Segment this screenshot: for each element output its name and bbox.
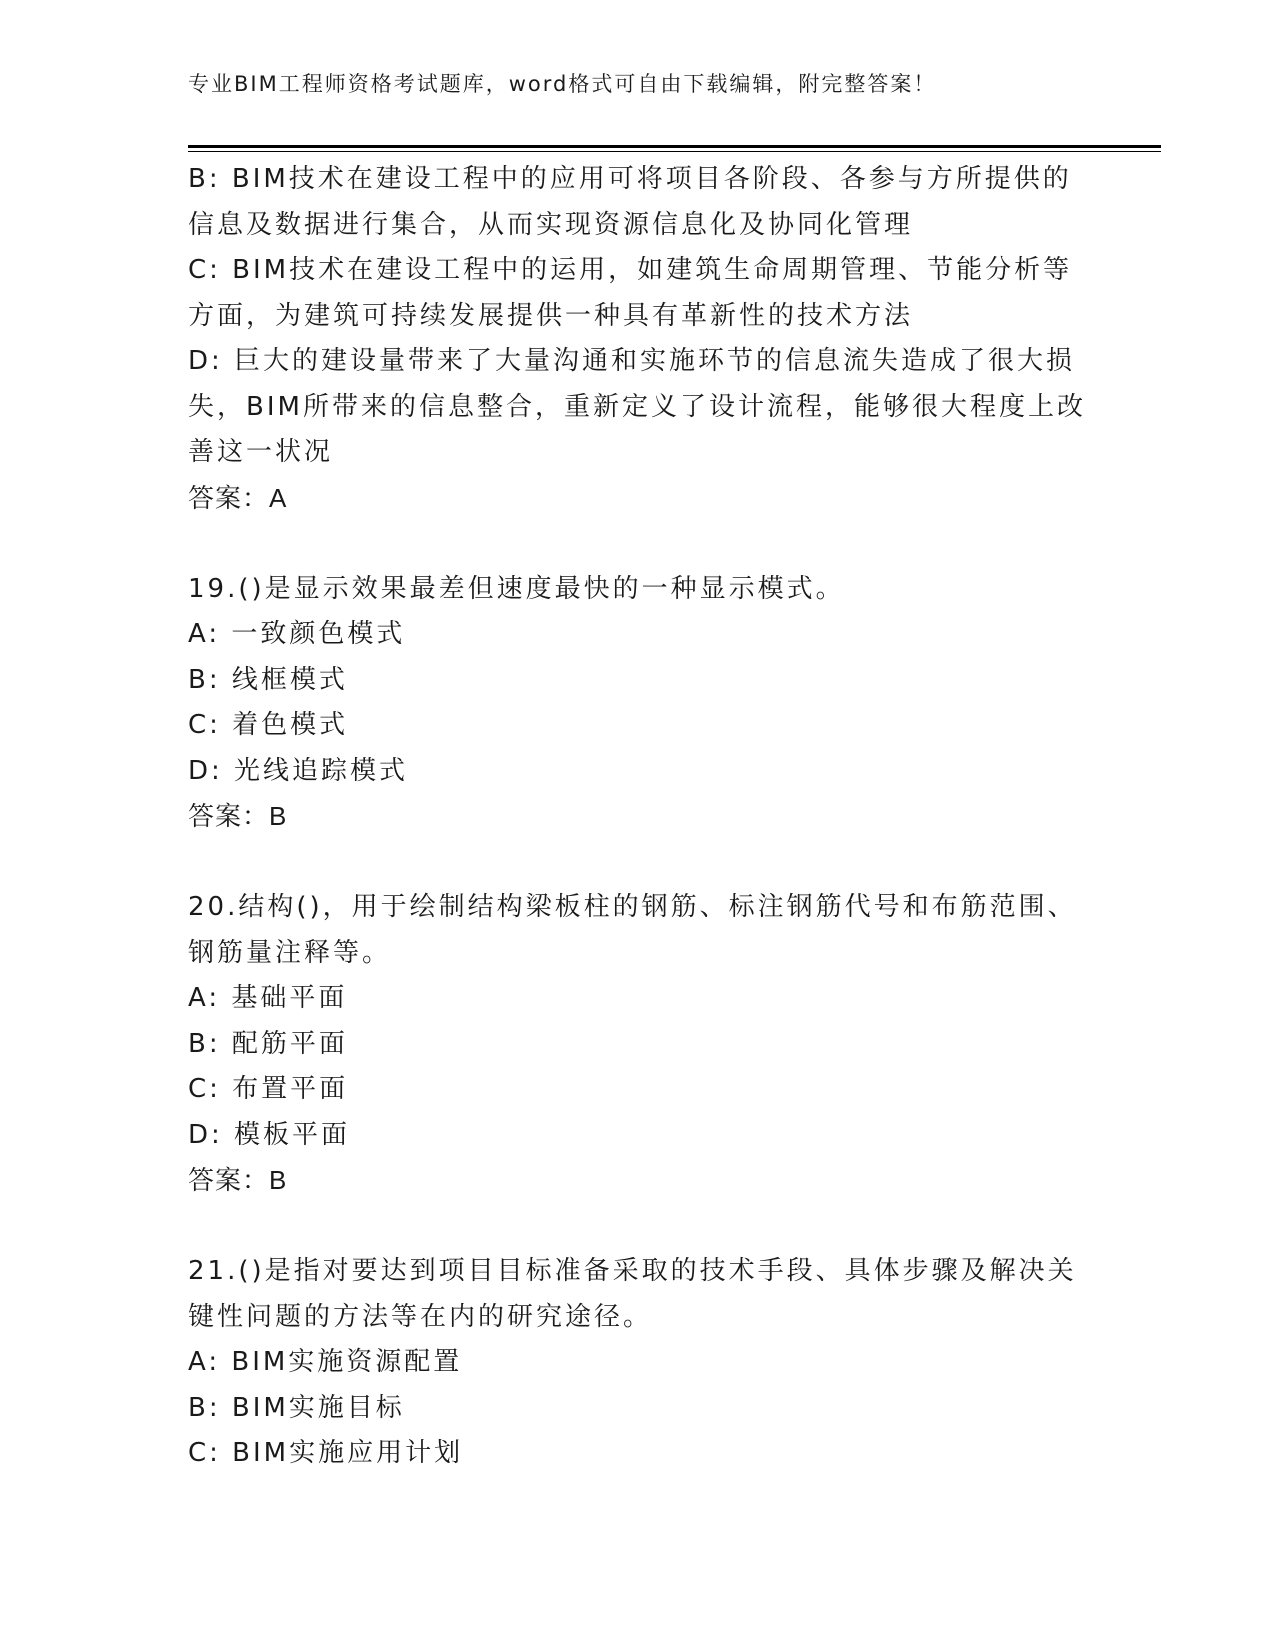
q18-option-b-line-1: B: BIM技术在建设工程中的应用可将项目各阶段、各参与方所提供的 xyxy=(188,164,1072,194)
question-21 xyxy=(188,1249,1108,1477)
page-header: 专业BIM工程师资格考试题库，word格式可自由下载编辑，附完整答案！ xyxy=(188,72,937,96)
spacer xyxy=(188,521,1108,567)
question-19 xyxy=(188,567,1108,840)
q20-option-c: C: 布置平面 xyxy=(188,1074,349,1104)
q19-option-d: D: 光线追踪模式 xyxy=(188,755,409,786)
q21-option-c: C: BIM实施应用计划 xyxy=(188,1438,464,1468)
q18-option-b-line-2: 信息及数据进行集合，从而实现资源信息化及协同化管理 xyxy=(188,209,914,240)
q21-stem-line-1: 21.()是指对要达到项目目标准备采取的技术手段、具体步骤及解决关 xyxy=(188,1256,1077,1286)
header-rule-thick xyxy=(188,145,1161,148)
q20-stem-line-1: 20.结构()，用于绘制结构梁板柱的钢筋、标注钢筋代号和布筋范围、 xyxy=(188,892,1077,922)
q20-stem-line-2: 钢筋量注释等。 xyxy=(188,937,392,968)
q19-answer: 答案：B xyxy=(188,801,288,831)
q18-option-c-line-1: C: BIM技术在建设工程中的运用，如建筑生命周期管理、节能分析等 xyxy=(188,255,1073,285)
spacer xyxy=(188,840,1108,886)
q19-stem: 19.()是显示效果最差但速度最快的一种显示模式。 xyxy=(188,573,845,604)
q18-option-d-line-1: D: 巨大的建设量带来了大量沟通和实施环节的信息流失造成了很大损 xyxy=(188,346,1076,376)
spacer xyxy=(188,1204,1108,1250)
q21-option-a: A: BIM实施资源配置 xyxy=(188,1347,463,1377)
q19-option-a: A: 一致颜色模式 xyxy=(188,619,406,649)
q19-option-b: B: 线框模式 xyxy=(188,664,348,695)
q18-option-d-line-2: 失，BIM所带来的信息整合，重新定义了设计流程，能够很大程度上改 xyxy=(188,391,1086,422)
q20-option-d: D: 模板平面 xyxy=(188,1119,351,1150)
q21-stem-line-2: 键性问题的方法等在内的研究途径。 xyxy=(188,1301,653,1332)
q20-option-b: B: 配筋平面 xyxy=(188,1028,348,1059)
header-rule-thin xyxy=(188,151,1161,152)
q21-option-b: B: BIM实施目标 xyxy=(188,1392,405,1423)
document-body xyxy=(188,157,1108,1477)
q18-answer: 答案：A xyxy=(188,482,288,513)
q20-option-a: A: 基础平面 xyxy=(188,983,348,1013)
question-20 xyxy=(188,885,1108,1204)
q18-option-c-line-2: 方面，为建筑可持续发展提供一种具有革新性的技术方法 xyxy=(188,300,914,331)
q18-option-d-line-3: 善这一状况 xyxy=(188,437,334,467)
q20-answer: 答案：B xyxy=(188,1165,288,1195)
question-18 xyxy=(188,157,1108,521)
q19-option-c: C: 着色模式 xyxy=(188,710,349,740)
